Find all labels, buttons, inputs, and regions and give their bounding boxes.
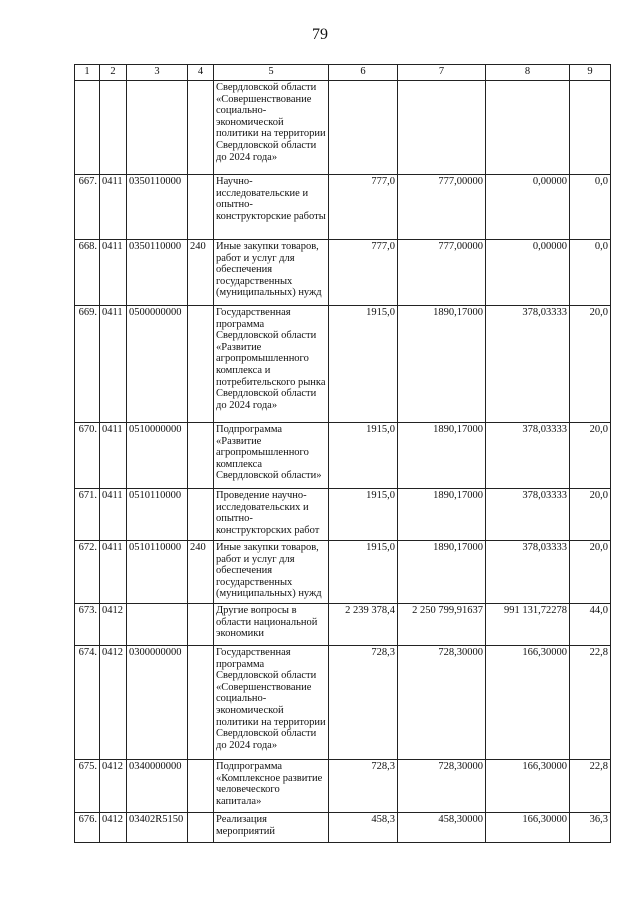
expense-type-cell	[188, 423, 214, 489]
item-name-cell: Другие вопросы в области национальной экономики	[214, 604, 329, 646]
column-header: 3	[127, 65, 188, 81]
value-col7-cell: 728,30000	[398, 646, 486, 760]
item-name-cell: Подпрограмма «Развитие агропромышленного комплекса Свердловской области»	[214, 423, 329, 489]
expense-type-cell	[188, 604, 214, 646]
item-name-cell: Иные закупки товаров, работ и услуг для обеспечения государственных (муниципальных) нужд	[214, 240, 329, 306]
value-col6-cell: 777,0	[329, 240, 398, 306]
value-col7-cell: 1890,17000	[398, 306, 486, 423]
value-col7-cell	[398, 81, 486, 175]
column-header: 5	[214, 65, 329, 81]
table-row	[75, 306, 611, 423]
expense-type-cell: 240	[188, 240, 214, 306]
target-code-cell: 0300000000	[127, 646, 188, 760]
expense-type-cell	[188, 760, 214, 813]
section-code-cell: 0412	[100, 604, 127, 646]
page-number: 79	[312, 26, 328, 43]
row-number-cell: 671.	[75, 489, 100, 541]
row-number-cell: 674.	[75, 646, 100, 760]
target-code-cell: 0350110000	[127, 240, 188, 306]
item-name-cell: Свердловской области «Совершенствование социально-экономической политики на территории Свердловской области до 2024 года»	[214, 81, 329, 175]
section-code-cell: 0411	[100, 240, 127, 306]
value-col8-cell: 378,03333	[486, 489, 570, 541]
target-code-cell: 0510110000	[127, 541, 188, 604]
item-name-cell: Государственная программа Свердловской области «Развитие агропромышленного комплекса и потребительского рынка Свердловской области до 2024 года»	[214, 306, 329, 423]
target-code-cell: 0350110000	[127, 175, 188, 240]
value-col9-cell: 22,8	[570, 760, 611, 813]
table-row	[75, 423, 611, 489]
item-name-cell: Государственная программа Свердловской области «Совершенствование социально-экономической политики на территории Свердловской области до 2024 года»	[214, 646, 329, 760]
value-col7-cell: 1890,17000	[398, 541, 486, 604]
value-col8-cell: 0,00000	[486, 240, 570, 306]
value-col6-cell: 2 239 378,4	[329, 604, 398, 646]
value-col9-cell: 20,0	[570, 489, 611, 541]
item-name-cell: Иные закупки товаров, работ и услуг для обеспечения государственных (муниципальных) нужд	[214, 541, 329, 604]
row-number-cell: 668.	[75, 240, 100, 306]
value-col7-cell: 728,30000	[398, 760, 486, 813]
value-col7-cell: 1890,17000	[398, 423, 486, 489]
target-code-cell: 0510000000	[127, 423, 188, 489]
value-col7-cell: 2 250 799,91637	[398, 604, 486, 646]
value-col8-cell: 991 131,72278	[486, 604, 570, 646]
item-name-cell: Реализация мероприятий	[214, 813, 329, 843]
table-row	[75, 541, 611, 604]
column-header: 6	[329, 65, 398, 81]
expense-type-cell	[188, 813, 214, 843]
row-number-cell: 669.	[75, 306, 100, 423]
table-row	[75, 760, 611, 813]
value-col8-cell: 166,30000	[486, 813, 570, 843]
table-row	[75, 813, 611, 843]
section-code-cell: 0411	[100, 423, 127, 489]
value-col9-cell: 36,3	[570, 813, 611, 843]
value-col7-cell: 777,00000	[398, 240, 486, 306]
section-code-cell: 0411	[100, 306, 127, 423]
row-number-cell: 670.	[75, 423, 100, 489]
expense-type-cell	[188, 175, 214, 240]
target-code-cell: 0510110000	[127, 489, 188, 541]
section-code-cell: 0412	[100, 760, 127, 813]
item-name-cell: Подпрограмма «Комплексное развитие человеческого капитала»	[214, 760, 329, 813]
column-header: 4	[188, 65, 214, 81]
row-number-cell: 676.	[75, 813, 100, 843]
value-col8-cell	[486, 81, 570, 175]
value-col6-cell: 1915,0	[329, 423, 398, 489]
item-name-cell: Научно-исследовательские и опытно-конструкторские работы	[214, 175, 329, 240]
value-col9-cell: 20,0	[570, 423, 611, 489]
column-header: 1	[75, 65, 100, 81]
value-col8-cell: 378,03333	[486, 306, 570, 423]
value-col6-cell: 777,0	[329, 175, 398, 240]
column-header: 9	[570, 65, 611, 81]
value-col9-cell: 20,0	[570, 541, 611, 604]
value-col8-cell: 166,30000	[486, 646, 570, 760]
section-code-cell	[100, 81, 127, 175]
target-code-cell: 0340000000	[127, 760, 188, 813]
expense-type-cell: 240	[188, 541, 214, 604]
table-row	[75, 175, 611, 240]
item-name-cell: Проведение научно-исследовательских и опытно-конструкторских работ	[214, 489, 329, 541]
value-col9-cell	[570, 81, 611, 175]
column-header: 2	[100, 65, 127, 81]
section-code-cell: 0411	[100, 489, 127, 541]
column-header: 8	[486, 65, 570, 81]
value-col8-cell: 166,30000	[486, 760, 570, 813]
value-col6-cell: 728,3	[329, 646, 398, 760]
value-col9-cell: 44,0	[570, 604, 611, 646]
section-code-cell: 0411	[100, 541, 127, 604]
target-code-cell: 0500000000	[127, 306, 188, 423]
section-code-cell: 0411	[100, 175, 127, 240]
table-row	[75, 489, 611, 541]
expense-type-cell	[188, 81, 214, 175]
value-col6-cell: 1915,0	[329, 306, 398, 423]
value-col7-cell: 458,30000	[398, 813, 486, 843]
target-code-cell: 03402R5150	[127, 813, 188, 843]
table-row	[75, 240, 611, 306]
expense-type-cell	[188, 489, 214, 541]
budget-table	[74, 64, 611, 843]
target-code-cell	[127, 604, 188, 646]
value-col6-cell: 458,3	[329, 813, 398, 843]
value-col8-cell: 0,00000	[486, 175, 570, 240]
row-number-cell	[75, 81, 100, 175]
table-row	[75, 81, 611, 175]
row-number-cell: 673.	[75, 604, 100, 646]
value-col7-cell: 1890,17000	[398, 489, 486, 541]
row-number-cell: 672.	[75, 541, 100, 604]
expense-type-cell	[188, 646, 214, 760]
table-header-row	[75, 65, 611, 81]
value-col8-cell: 378,03333	[486, 423, 570, 489]
value-col9-cell: 0,0	[570, 240, 611, 306]
value-col6-cell: 1915,0	[329, 541, 398, 604]
value-col9-cell: 22,8	[570, 646, 611, 760]
value-col9-cell: 20,0	[570, 306, 611, 423]
section-code-cell: 0412	[100, 813, 127, 843]
column-header: 7	[398, 65, 486, 81]
value-col6-cell: 1915,0	[329, 489, 398, 541]
value-col6-cell: 728,3	[329, 760, 398, 813]
value-col7-cell: 777,00000	[398, 175, 486, 240]
table-row	[75, 646, 611, 760]
section-code-cell: 0412	[100, 646, 127, 760]
target-code-cell	[127, 81, 188, 175]
expense-type-cell	[188, 306, 214, 423]
value-col8-cell: 378,03333	[486, 541, 570, 604]
value-col9-cell: 0,0	[570, 175, 611, 240]
value-col6-cell	[329, 81, 398, 175]
row-number-cell: 667.	[75, 175, 100, 240]
row-number-cell: 675.	[75, 760, 100, 813]
table-row	[75, 604, 611, 646]
